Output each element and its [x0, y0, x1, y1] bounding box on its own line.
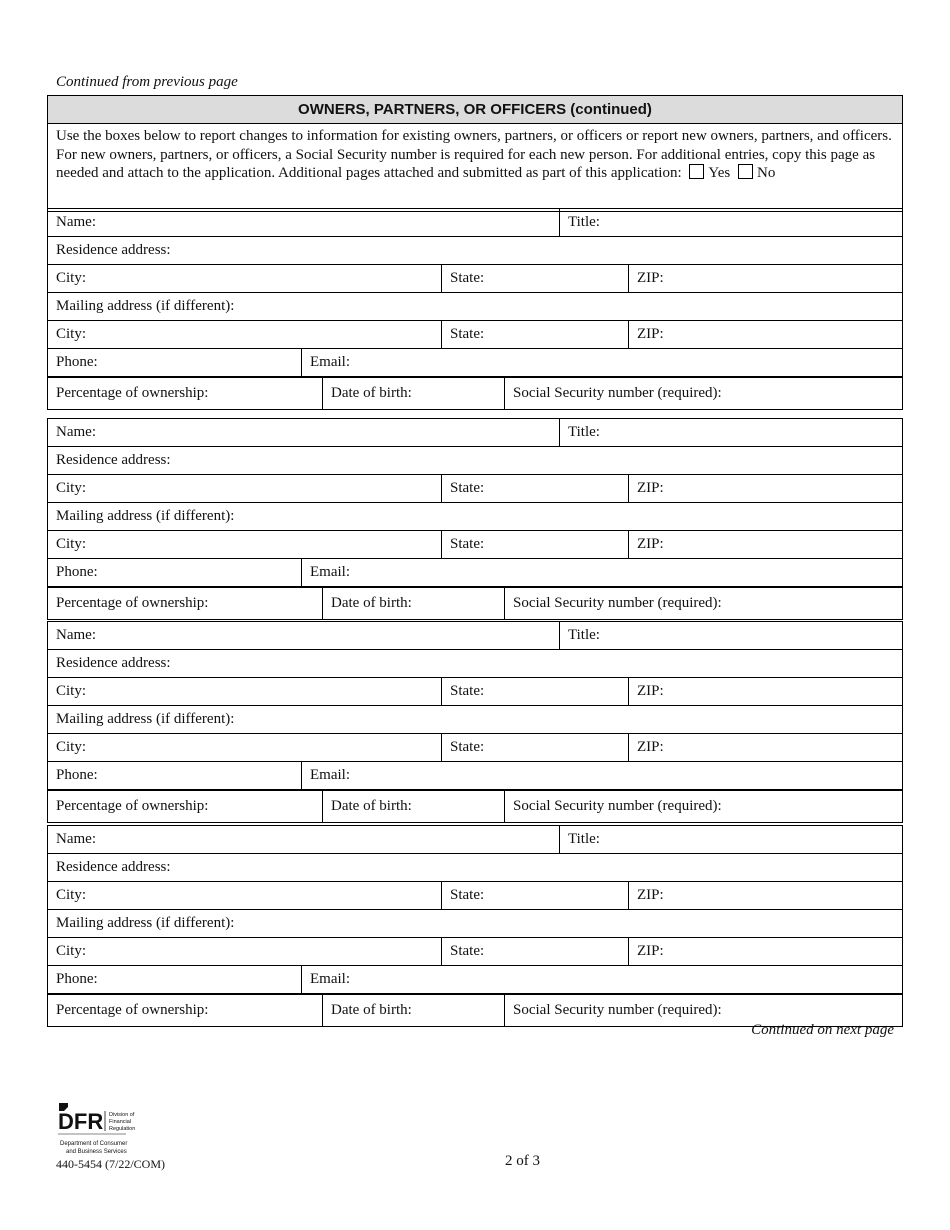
city-field[interactable]: City: — [56, 270, 87, 286]
residence-address-field[interactable]: Residence address: — [56, 655, 171, 671]
mailing-city-field[interactable]: City: — [56, 536, 87, 552]
name-field[interactable]: Name: — [56, 424, 96, 440]
zip-field[interactable]: ZIP: — [628, 475, 902, 502]
name-field[interactable]: Name: — [56, 831, 96, 847]
ssn-field[interactable]: Social Security number (required): — [504, 378, 902, 409]
mailing-address-field[interactable]: Mailing address (if different): — [56, 508, 235, 524]
title-field[interactable]: Title: — [559, 826, 902, 853]
ssn-field[interactable]: Social Security number (required): — [504, 791, 902, 822]
owner-entry-block — [47, 825, 903, 1027]
owner-entry-block — [47, 621, 903, 823]
no-label: No — [756, 165, 776, 181]
date-of-birth-field[interactable]: Date of birth: — [322, 791, 504, 822]
logo-dept-line1: Department of Consumer — [60, 1141, 128, 1147]
section-title: OWNERS, PARTNERS, OR OFFICERS (continued) — [47, 95, 903, 124]
title-field[interactable]: Title: — [559, 209, 902, 236]
continued-on-label: Continued on next page — [751, 1022, 894, 1038]
residence-address-field[interactable]: Residence address: — [56, 242, 171, 258]
ownership-percentage-field[interactable]: Percentage of ownership: — [56, 595, 209, 611]
state-field[interactable]: State: — [441, 265, 628, 292]
zip-field[interactable]: ZIP: — [628, 265, 902, 292]
zip-field[interactable]: ZIP: — [628, 678, 902, 705]
title-field[interactable]: Title: — [559, 419, 902, 446]
mailing-city-field[interactable]: City: — [56, 326, 87, 342]
mailing-city-field[interactable]: City: — [56, 739, 87, 755]
state-field[interactable]: State: — [441, 882, 628, 909]
intro-text-box — [47, 123, 903, 212]
page-number: 2 of 3 — [505, 1153, 540, 1169]
date-of-birth-field[interactable]: Date of birth: — [322, 995, 504, 1026]
zip-field[interactable]: ZIP: — [628, 882, 902, 909]
city-field[interactable]: City: — [56, 887, 87, 903]
email-field[interactable]: Email: — [301, 559, 902, 586]
title-field[interactable]: Title: — [559, 622, 902, 649]
mailing-state-field[interactable]: State: — [441, 531, 628, 558]
phone-field[interactable]: Phone: — [56, 767, 98, 783]
state-field[interactable]: State: — [441, 678, 628, 705]
no-checkbox[interactable] — [738, 164, 753, 179]
phone-field[interactable]: Phone: — [56, 564, 98, 580]
mailing-state-field[interactable]: State: — [441, 734, 628, 761]
phone-field[interactable]: Phone: — [56, 354, 98, 370]
city-field[interactable]: City: — [56, 480, 87, 496]
email-field[interactable]: Email: — [301, 349, 902, 376]
mailing-zip-field[interactable]: ZIP: — [628, 531, 902, 558]
phone-field[interactable]: Phone: — [56, 971, 98, 987]
mailing-city-field[interactable]: City: — [56, 943, 87, 959]
mailing-address-field[interactable]: Mailing address (if different): — [56, 915, 235, 931]
dfr-logo — [56, 1101, 166, 1156]
name-field[interactable]: Name: — [56, 627, 96, 643]
mailing-address-field[interactable]: Mailing address (if different): — [56, 711, 235, 727]
logo-abbr: DFR — [58, 1109, 104, 1134]
form-number: 440-5454 (7/22/COM) — [56, 1157, 165, 1171]
mailing-state-field[interactable]: State: — [441, 321, 628, 348]
logo-division-line1: Division of — [109, 1112, 135, 1118]
ssn-field[interactable]: Social Security number (required): — [504, 588, 902, 619]
yes-label: Yes — [708, 165, 731, 181]
ssn-field[interactable]: Social Security number (required): — [504, 995, 902, 1026]
ownership-percentage-field[interactable]: Percentage of ownership: — [56, 385, 209, 401]
email-field[interactable]: Email: — [301, 966, 902, 993]
intro-text: Use the boxes below to report changes to information for existing owners, partners, or officers or report new owners, partners, and officers. For new owners, partners, or officers, a Social Security number is required for each new person. For additional entries, copy this page as needed and attach to the application. Additional pages attached and submitted as part of this application: — [56, 128, 892, 181]
state-field[interactable]: State: — [441, 475, 628, 502]
name-field[interactable]: Name: — [56, 214, 96, 230]
residence-address-field[interactable]: Residence address: — [56, 452, 171, 468]
email-field[interactable]: Email: — [301, 762, 902, 789]
logo-division-line2: Financial — [109, 1119, 132, 1125]
owner-entry-block — [47, 208, 903, 410]
logo-dept-line2: and Business Services — [66, 1149, 127, 1155]
mailing-address-field[interactable]: Mailing address (if different): — [56, 298, 235, 314]
ownership-percentage-field[interactable]: Percentage of ownership: — [56, 798, 209, 814]
owner-entry-block — [47, 418, 903, 620]
mailing-zip-field[interactable]: ZIP: — [628, 734, 902, 761]
city-field[interactable]: City: — [56, 683, 87, 699]
continued-from-label: Continued from previous page — [56, 74, 238, 90]
ownership-percentage-field[interactable]: Percentage of ownership: — [56, 1002, 209, 1018]
mailing-zip-field[interactable]: ZIP: — [628, 321, 902, 348]
yes-checkbox[interactable] — [689, 164, 704, 179]
mailing-zip-field[interactable]: ZIP: — [628, 938, 902, 965]
mailing-state-field[interactable]: State: — [441, 938, 628, 965]
logo-division-line3: Regulation — [109, 1126, 136, 1132]
residence-address-field[interactable]: Residence address: — [56, 859, 171, 875]
date-of-birth-field[interactable]: Date of birth: — [322, 378, 504, 409]
date-of-birth-field[interactable]: Date of birth: — [322, 588, 504, 619]
